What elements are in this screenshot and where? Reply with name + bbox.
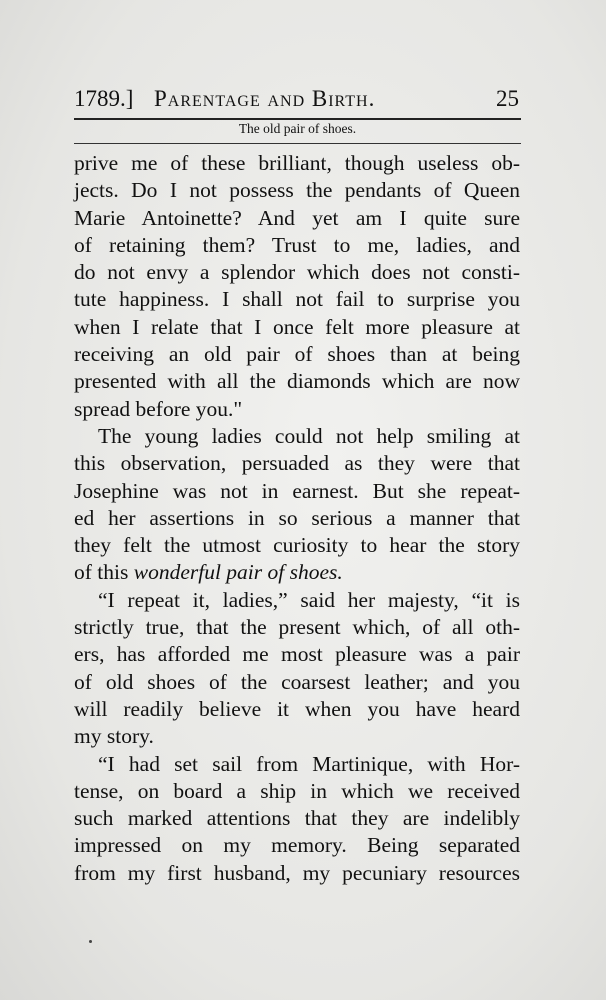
header-rule <box>74 118 521 120</box>
text-line: jects. Do I not possess the pendants of Queen <box>74 178 520 203</box>
text-line: when I relate that I once felt more pleasure at <box>74 314 520 339</box>
text-line: tense, on board a ship in which we received <box>74 778 520 803</box>
text-line <box>74 559 520 586</box>
text-line: will readily believe it when you have heard <box>74 696 520 721</box>
text-line: presented with all the diamonds which are now <box>74 369 520 394</box>
text-line: Josephine was not in earnest. But she repeat- <box>74 478 520 503</box>
text-line: Marie Antoinette? And yet am I quite sure <box>74 205 520 230</box>
text-line: this observation, persuaded as they were that <box>74 451 520 476</box>
text-line: of retaining them? Trust to me, ladies, and <box>74 232 520 257</box>
text-line: strictly true, that the present which, of all oth- <box>74 615 520 640</box>
text-line: The young ladies could not help smiling at <box>98 423 520 448</box>
section-subheading: The old pair of shoes. <box>238 121 357 136</box>
header-year: 1789.] <box>74 86 134 111</box>
text-line: such marked attentions that they are indelibly <box>74 806 520 831</box>
text-line: they felt the utmost curiosity to hear the story <box>74 533 520 558</box>
text-line: “I had set sail from Martinique, with Hor- <box>98 751 520 776</box>
text-line: tute happiness. I shall not fail to surprise you <box>74 287 520 312</box>
body-text <box>74 150 520 887</box>
header-title: Parentage and Birth. <box>154 86 376 111</box>
text-line: of old shoes of the coarsest leather; and you <box>74 669 520 694</box>
subheading-rule <box>74 143 521 144</box>
running-header <box>74 86 519 116</box>
text-line: ed her assertions in so serious a manner that <box>74 505 520 530</box>
text-line: prive me of these brilliant, though useless ob- <box>74 151 520 175</box>
text-fragment: of this <box>74 560 134 585</box>
text-line: impressed on my memory. Being separated <box>74 833 520 858</box>
italic-phrase: wonderful pair of shoes. <box>133 560 343 585</box>
text-line: ers, has afforded me most pleasure was a pair <box>74 642 520 667</box>
text-line: from my first husband, my pecuniary resources <box>74 860 520 885</box>
text-line: do not envy a splendor which does not consti- <box>74 260 520 285</box>
ink-speck <box>89 940 92 943</box>
text-line: my story. <box>74 724 154 749</box>
text-line: spread before you." <box>74 396 243 421</box>
page-number: 25 <box>496 86 519 111</box>
text-line: “I repeat it, ladies,” said her majesty, “it is <box>98 587 520 612</box>
text-line: receiving an old pair of shoes than at being <box>74 342 520 367</box>
